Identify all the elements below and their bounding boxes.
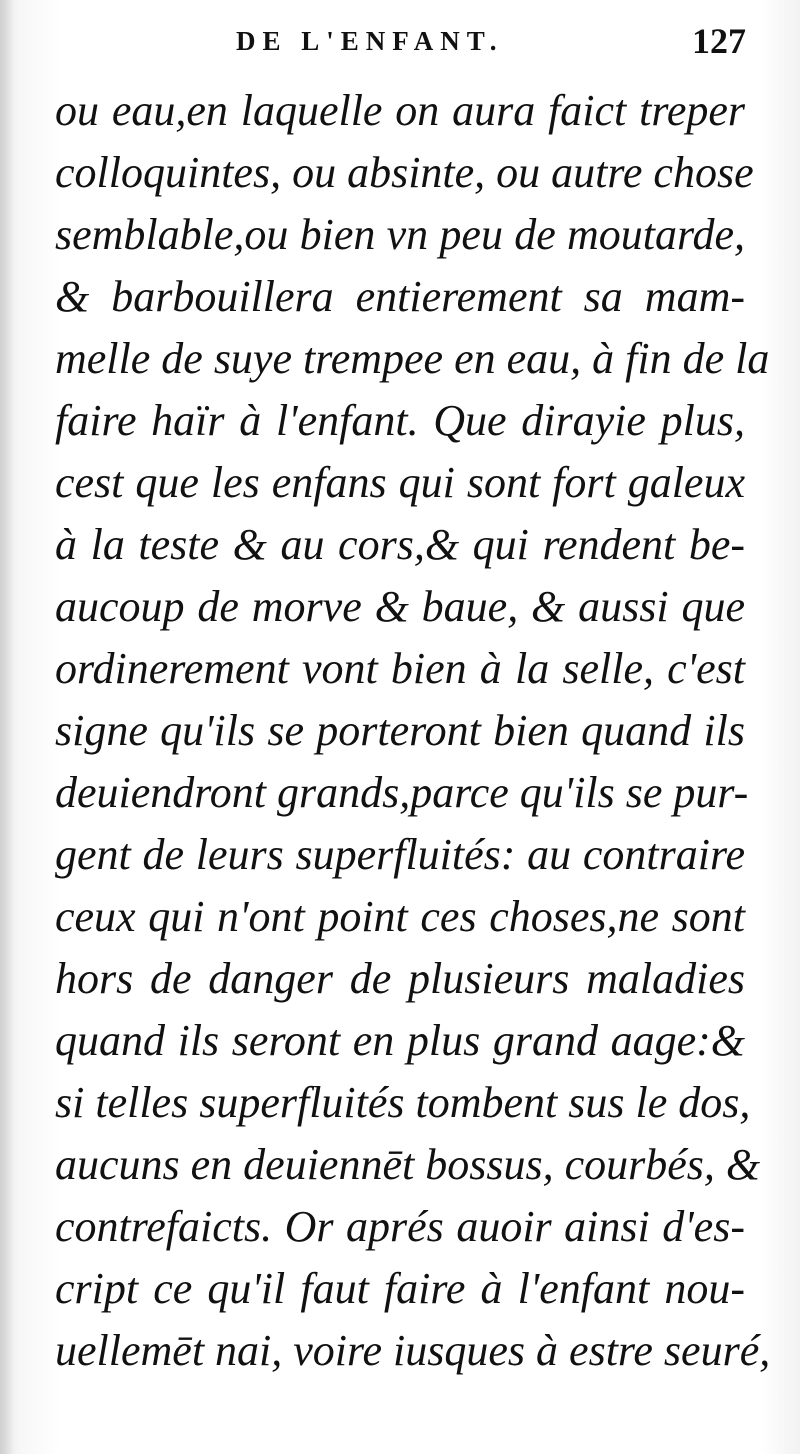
text-line: aucoup de morve & baue, & aussi que	[55, 582, 745, 631]
text-line: à la teste & au cors,& qui rendent be-	[55, 520, 745, 569]
text-line: ou eau,en laquelle on aura faict treper	[55, 86, 745, 135]
text-line: colloquintes, ou absinte, ou autre chose	[55, 148, 754, 197]
text-line: faire haïr à l'enfant. Que dirayie plus,	[55, 396, 745, 445]
text-line: cest que les enfans qui sont fort galeux	[55, 458, 745, 507]
page-number: 127	[692, 21, 746, 61]
text-line: deuiendront grands,parce qu'ils se pur-	[55, 768, 749, 817]
text-line: ordinerement vont bien à la selle, c'est	[55, 644, 745, 693]
text-line: & barbouillera entierement sa mam-	[55, 272, 745, 321]
text-line: aucuns en deuiennēt bossus, courbés, &	[55, 1140, 761, 1189]
text-line: semblable,ou bien vn peu de moutarde,	[55, 210, 745, 259]
text-line: melle de suye trempee en eau, à fin de la	[55, 334, 770, 383]
text-line: si telles superfluités tombent sus le dos,	[55, 1078, 751, 1127]
text-line: gent de leurs superfluités: au contraire	[55, 830, 745, 879]
text-line: hors de danger de plusieurs maladies	[55, 954, 745, 1003]
text-line: cript ce qu'il faut faire à l'enfant nou-	[55, 1264, 745, 1313]
text-line: uellemēt nai, voire iusques à estre seuré,	[55, 1326, 771, 1375]
running-head: DE L'ENFANT.	[236, 26, 504, 56]
gutter-shadow	[0, 0, 14, 1454]
text-line: signe qu'ils se porteront bien quand ils	[55, 706, 745, 755]
page-header	[236, 20, 746, 70]
text-line: contrefaicts. Or aprés auoir ainsi d'es-	[55, 1202, 745, 1251]
text-line: quand ils seront en plus grand aage:&	[55, 1016, 745, 1065]
text-line: ceux qui n'ont point ces choses,ne sont	[55, 892, 745, 941]
